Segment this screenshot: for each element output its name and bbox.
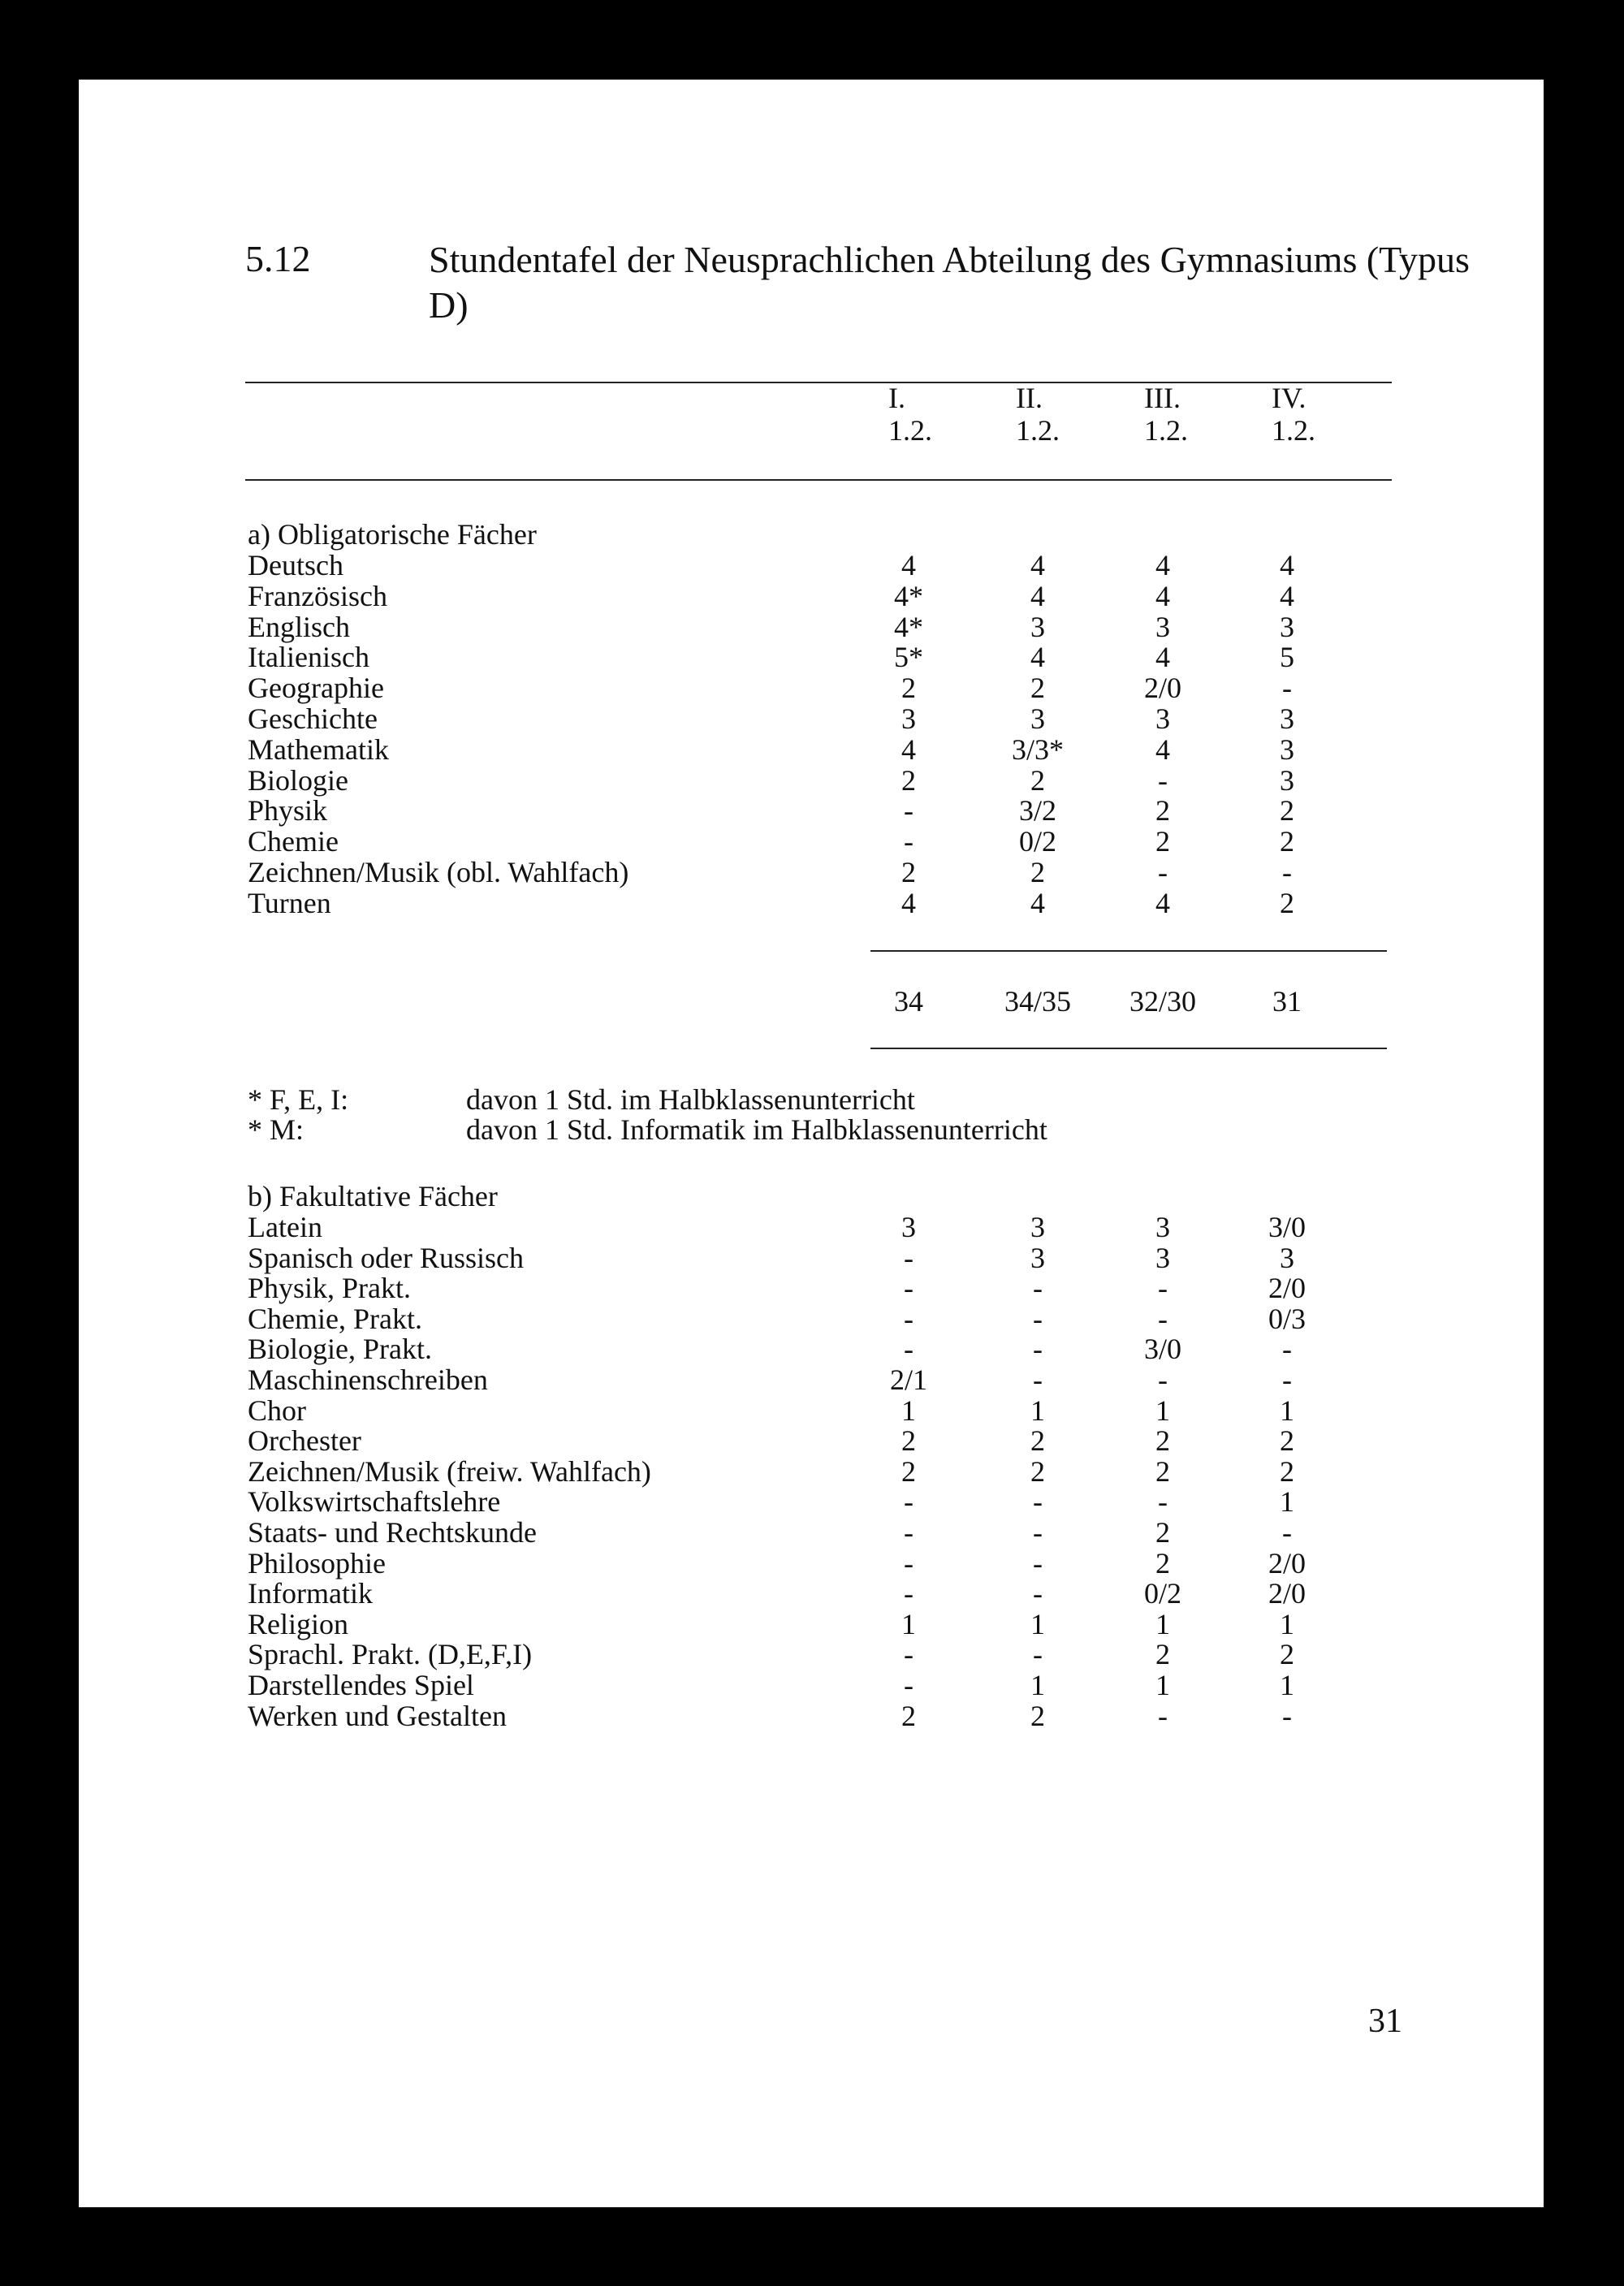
table-row xyxy=(0,1394,1624,1427)
hours-cell: - xyxy=(904,1485,914,1519)
table-row xyxy=(0,1424,1624,1458)
hours-cell: - xyxy=(904,794,914,828)
hours-cell: - xyxy=(904,1272,914,1305)
hours-cell: 3 xyxy=(901,702,916,735)
column-header-1 xyxy=(888,382,932,447)
table-row xyxy=(0,1332,1624,1366)
subject-label: Werken und Gestalten xyxy=(248,1699,507,1732)
hours-cell: - xyxy=(1158,1363,1168,1396)
hours-cell: 3 xyxy=(1280,702,1294,735)
hours-cell: 2/1 xyxy=(889,1363,927,1396)
hours-cell: 4 xyxy=(1030,549,1045,581)
hours-cell: 0/3 xyxy=(1268,1302,1306,1335)
hours-cell: 4 xyxy=(1280,579,1294,612)
table-row xyxy=(0,1668,1624,1699)
hours-cell: 2 xyxy=(1155,825,1170,858)
hours-cell: 2 xyxy=(901,1454,916,1488)
hours-cell: - xyxy=(1282,672,1292,705)
hours-cell: 2 xyxy=(1030,1454,1045,1488)
hours-cell: 1 xyxy=(1280,1669,1294,1701)
column-roman: IV. xyxy=(1272,382,1307,414)
hours-cell: 3 xyxy=(1280,732,1294,766)
table-row xyxy=(0,1241,1624,1272)
column-header-3 xyxy=(1144,382,1188,447)
hours-cell: 3 xyxy=(1030,1241,1045,1274)
hours-cell: 4 xyxy=(1155,641,1170,674)
hours-cell: 2/0 xyxy=(1143,672,1181,705)
hours-cell: 2 xyxy=(901,763,916,797)
hours-cell: 4 xyxy=(1155,579,1170,612)
total-cell: 34 xyxy=(894,985,923,1018)
table-row xyxy=(0,793,1624,828)
footnote-key: * M: xyxy=(248,1113,304,1146)
table-row xyxy=(0,1576,1624,1610)
hours-cell: 1 xyxy=(1280,1485,1294,1519)
section-number: 5.12 xyxy=(245,238,311,279)
hours-cell: 1 xyxy=(1155,1669,1170,1701)
subject-label: Deutsch xyxy=(248,549,343,581)
subject-label: Darstellendes Spiel xyxy=(248,1669,474,1701)
hours-cell: 1 xyxy=(1155,1394,1170,1427)
table-row xyxy=(0,548,1624,579)
hours-cell: - xyxy=(1282,1516,1292,1549)
hours-cell: 3 xyxy=(1280,1241,1294,1274)
hours-cell: 4 xyxy=(901,886,916,919)
section-title: Stundentafel der Neusprachlichen Abteilung des Gymnasiums (Typus D) xyxy=(429,239,1470,326)
table-header-rule xyxy=(245,479,1392,481)
subject-label: Englisch xyxy=(248,610,350,643)
subject-label: Philosophie xyxy=(248,1546,387,1579)
hours-cell: - xyxy=(1282,856,1292,888)
hours-cell: - xyxy=(1282,1333,1292,1366)
hours-cell: - xyxy=(1033,1485,1043,1519)
totals-top-rule xyxy=(870,950,1387,952)
hours-cell: 3 xyxy=(1030,610,1045,643)
total-cell: 32/30 xyxy=(1129,985,1196,1018)
hours-cell: 2 xyxy=(1030,1699,1045,1732)
hours-cell: 1 xyxy=(901,1394,916,1427)
hours-cell: 2 xyxy=(1155,1516,1170,1549)
hours-cell: 2 xyxy=(1280,825,1294,858)
hours-cell: - xyxy=(1033,1333,1043,1366)
subject-label: Mathematik xyxy=(248,732,389,766)
subject-label: Religion xyxy=(248,1607,348,1640)
hours-cell: 4 xyxy=(901,549,916,581)
subject-label: Sprachl. Prakt. (D,E,F,I) xyxy=(248,1638,533,1671)
hours-cell: 3 xyxy=(901,1211,916,1243)
subject-label: Biologie xyxy=(248,763,348,797)
column-roman: III. xyxy=(1144,382,1181,414)
hours-cell: 4 xyxy=(901,732,916,766)
subject-label: Zeichnen/Musik (obl. Wahlfach) xyxy=(248,856,629,888)
subject-label: Informatik xyxy=(248,1577,373,1610)
hours-cell: 3 xyxy=(1155,1211,1170,1243)
subject-label: Italienisch xyxy=(248,641,369,674)
hours-cell: - xyxy=(1033,1363,1043,1396)
column-header-2 xyxy=(1016,382,1060,447)
hours-cell: 2 xyxy=(1030,672,1045,705)
hours-cell: 2 xyxy=(1030,763,1045,797)
subject-label: Geographie xyxy=(248,672,384,705)
table-row xyxy=(0,732,1624,766)
subject-label: Turnen xyxy=(248,886,331,919)
table-row xyxy=(0,1302,1624,1333)
hours-cell: - xyxy=(1033,1577,1043,1610)
hours-cell: 2 xyxy=(1280,794,1294,828)
hours-cell: - xyxy=(1282,1363,1292,1396)
hours-cell: 1 xyxy=(1280,1607,1294,1640)
hours-cell: 2 xyxy=(1155,794,1170,828)
hours-cell: - xyxy=(904,1669,914,1701)
subject-label: Geschichte xyxy=(248,702,378,735)
totals-bottom-rule xyxy=(870,1048,1387,1049)
hours-cell: 2/0 xyxy=(1268,1577,1306,1610)
hours-cell: - xyxy=(904,1638,914,1671)
hours-cell: 1 xyxy=(1030,1607,1045,1640)
hours-cell: - xyxy=(1158,763,1168,797)
total-cell: 31 xyxy=(1272,985,1302,1018)
hours-cell: 2 xyxy=(901,856,916,888)
hours-cell: 4* xyxy=(894,579,923,612)
hours-cell: 3 xyxy=(1030,1211,1045,1243)
column-header-4 xyxy=(1272,382,1315,447)
hours-cell: 1 xyxy=(901,1607,916,1640)
hours-cell: 1 xyxy=(1155,1607,1170,1640)
table-top-rule xyxy=(245,382,1392,383)
hours-cell: 2 xyxy=(1155,1638,1170,1671)
column-semester: 1.2. xyxy=(1272,414,1315,447)
table-row xyxy=(0,1637,1624,1671)
subject-label: Orchester xyxy=(248,1424,361,1458)
hours-cell: - xyxy=(1033,1302,1043,1335)
hours-cell: 4 xyxy=(1030,641,1045,674)
hours-cell: 2 xyxy=(1155,1424,1170,1458)
hours-cell: 2 xyxy=(901,1424,916,1458)
hours-cell: 5 xyxy=(1280,641,1294,674)
footnote-key: * F, E, I: xyxy=(248,1083,349,1116)
table-row xyxy=(0,1515,1624,1549)
hours-cell: - xyxy=(904,1516,914,1549)
footnote-text: davon 1 Std. Informatik im Halbklassenunterricht xyxy=(466,1113,1047,1146)
facultative-heading: b) Fakultative Fächer xyxy=(248,1180,498,1212)
hours-cell: - xyxy=(904,1333,914,1366)
hours-cell: - xyxy=(1158,1302,1168,1335)
hours-cell: - xyxy=(1158,1485,1168,1519)
hours-cell: 2 xyxy=(901,1699,916,1732)
table-row xyxy=(0,824,1624,858)
hours-cell: - xyxy=(1158,856,1168,888)
table-row xyxy=(0,1546,1624,1577)
hours-cell: 5* xyxy=(894,641,923,674)
hours-cell: - xyxy=(904,1302,914,1335)
table-row xyxy=(0,855,1624,886)
hours-cell: 2/0 xyxy=(1268,1272,1306,1305)
hours-cell: - xyxy=(904,825,914,858)
subject-label: Staats- und Rechtskunde xyxy=(248,1516,537,1549)
hours-cell: 2/0 xyxy=(1268,1546,1306,1579)
hours-cell: 2 xyxy=(1280,1454,1294,1488)
table-row xyxy=(0,763,1624,797)
hours-cell: - xyxy=(1033,1272,1043,1305)
subject-label: Biologie, Prakt. xyxy=(248,1333,432,1366)
hours-cell: - xyxy=(1033,1638,1043,1671)
column-roman: II. xyxy=(1016,382,1043,414)
subject-label: Latein xyxy=(248,1211,322,1243)
hours-cell: 3 xyxy=(1030,702,1045,735)
column-semester: 1.2. xyxy=(888,414,932,447)
subject-label: Französisch xyxy=(248,579,387,612)
hours-cell: - xyxy=(1158,1699,1168,1732)
subject-label: Physik, Prakt. xyxy=(248,1272,412,1305)
table-row xyxy=(0,1363,1624,1394)
column-semester: 1.2. xyxy=(1144,414,1188,447)
obligatory-heading: a) Obligatorische Fächer xyxy=(248,518,537,551)
page-number: 31 xyxy=(1368,2003,1402,2040)
total-cell: 34/35 xyxy=(1004,985,1071,1018)
hours-cell: 2 xyxy=(1280,886,1294,919)
hours-cell: 3 xyxy=(1155,1241,1170,1274)
totals-row xyxy=(0,984,1624,1018)
hours-cell: 3/2 xyxy=(1018,794,1056,828)
hours-cell: 3 xyxy=(1155,702,1170,735)
table-row xyxy=(0,579,1624,610)
hours-cell: 2 xyxy=(1280,1638,1294,1671)
table-row xyxy=(0,886,1624,917)
subject-label: Volkswirtschaftslehre xyxy=(248,1485,501,1519)
subject-label: Chemie, Prakt. xyxy=(248,1302,422,1335)
hours-cell: 1 xyxy=(1030,1394,1045,1427)
hours-cell: 4 xyxy=(1280,549,1294,581)
hours-cell: - xyxy=(904,1241,914,1274)
table-row xyxy=(0,671,1624,705)
hours-cell: 3/0 xyxy=(1268,1211,1306,1243)
hours-cell: - xyxy=(1033,1546,1043,1579)
hours-cell: 4 xyxy=(1030,579,1045,612)
table-row xyxy=(0,1484,1624,1519)
hours-cell: 3 xyxy=(1280,610,1294,643)
hours-cell: - xyxy=(1282,1699,1292,1732)
hours-cell: 3/3* xyxy=(1011,732,1064,766)
hours-cell: 4 xyxy=(1155,732,1170,766)
hours-cell: - xyxy=(904,1577,914,1610)
table-row xyxy=(0,1699,1624,1730)
hours-cell: 1 xyxy=(1030,1669,1045,1701)
hours-cell: - xyxy=(1158,1272,1168,1305)
column-semester: 1.2. xyxy=(1016,414,1060,447)
hours-cell: 1 xyxy=(1280,1394,1294,1427)
subject-label: Zeichnen/Musik (freiw. Wahlfach) xyxy=(248,1454,651,1488)
hours-cell: 2 xyxy=(1280,1424,1294,1458)
subject-label: Chor xyxy=(248,1394,306,1427)
hours-cell: 2 xyxy=(1155,1546,1170,1579)
hours-cell: 2 xyxy=(1155,1454,1170,1488)
footnote-text: davon 1 Std. im Halbklassenunterricht xyxy=(466,1083,915,1116)
table-row xyxy=(0,640,1624,674)
table-row xyxy=(0,1210,1624,1241)
hours-cell: 4* xyxy=(894,610,923,643)
subject-label: Spanisch oder Russisch xyxy=(248,1241,524,1274)
hours-cell: 3 xyxy=(1155,610,1170,643)
hours-cell: - xyxy=(904,1546,914,1579)
table-row xyxy=(0,1607,1624,1638)
hours-cell: 4 xyxy=(1155,886,1170,919)
hours-cell: 2 xyxy=(1030,1424,1045,1458)
table-row xyxy=(0,610,1624,641)
subject-label: Chemie xyxy=(248,825,339,858)
hours-cell: 2 xyxy=(901,672,916,705)
hours-cell: - xyxy=(1033,1516,1043,1549)
column-roman: I. xyxy=(888,382,905,414)
hours-cell: 3/0 xyxy=(1143,1333,1181,1366)
subject-label: Physik xyxy=(248,794,328,828)
table-row xyxy=(0,702,1624,735)
hours-cell: 0/2 xyxy=(1018,825,1056,858)
table-row xyxy=(0,1271,1624,1305)
hours-cell: 2 xyxy=(1030,856,1045,888)
subject-label: Maschinenschreiben xyxy=(248,1363,488,1396)
hours-cell: 4 xyxy=(1030,886,1045,919)
hours-cell: 3 xyxy=(1280,763,1294,797)
table-row xyxy=(0,1454,1624,1488)
hours-cell: 4 xyxy=(1155,549,1170,581)
hours-cell: 0/2 xyxy=(1143,1577,1181,1610)
